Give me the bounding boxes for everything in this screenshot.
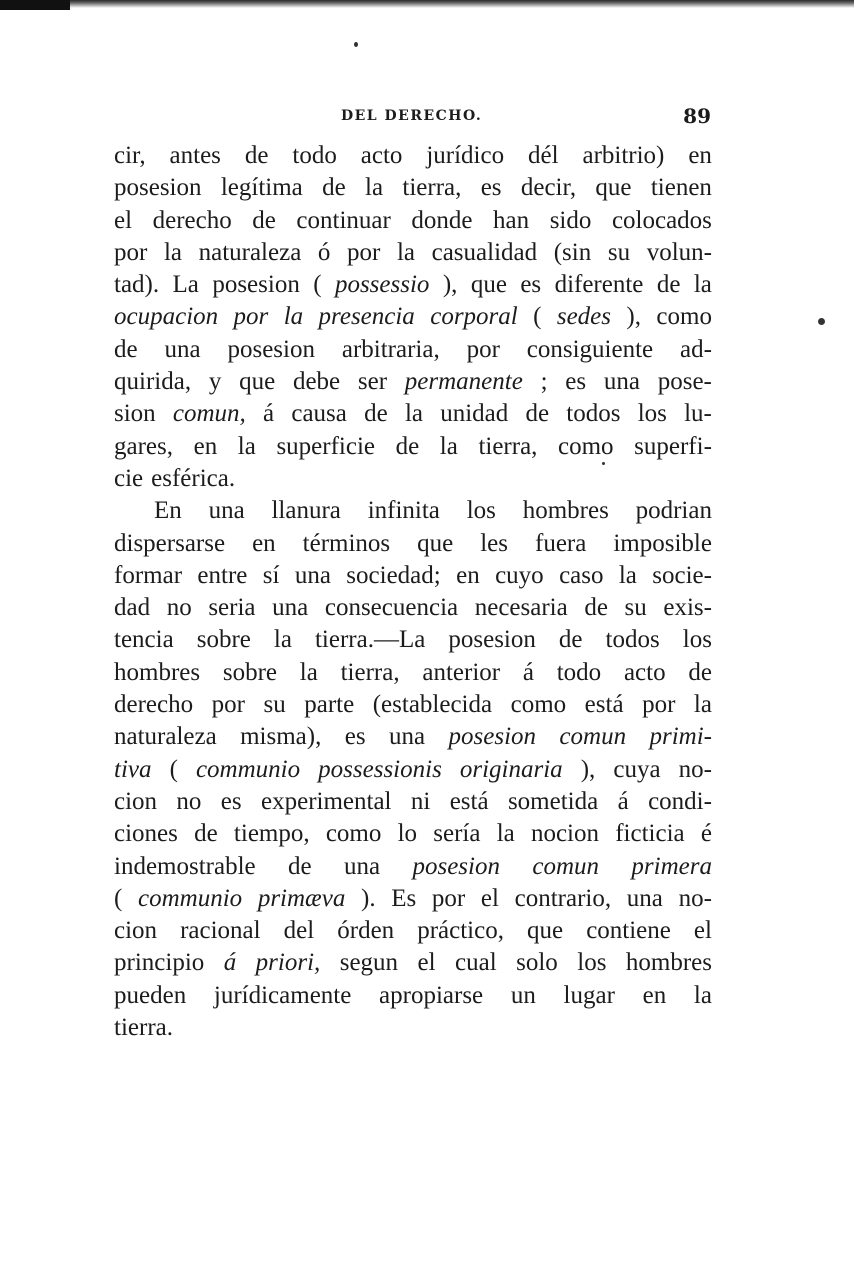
word: misma),	[240, 723, 322, 751]
word: cion	[114, 917, 158, 945]
word: esférica.	[151, 464, 236, 492]
word: cir,	[114, 142, 146, 169]
word: llanura	[271, 497, 341, 525]
word: por	[466, 335, 500, 363]
word: En	[154, 497, 182, 525]
word: principio	[114, 949, 205, 977]
word: por	[642, 691, 676, 719]
word: seria	[208, 594, 256, 622]
word: de	[584, 594, 608, 622]
word: indemostrable	[114, 852, 256, 880]
word: legítima	[220, 174, 303, 202]
word: hombres	[522, 497, 609, 525]
word: superficie	[276, 432, 375, 460]
word: y	[208, 368, 222, 396]
word: hombres	[114, 658, 201, 686]
word: causa	[291, 400, 347, 428]
word: la	[237, 432, 256, 460]
page-number: 89	[683, 104, 711, 128]
word: pueden	[114, 981, 187, 1009]
word: en	[193, 432, 218, 460]
scan-top-edge	[0, 0, 854, 8]
word: han	[493, 206, 530, 234]
word: de	[558, 626, 583, 654]
word: ser	[357, 368, 388, 396]
word: possessionis	[318, 755, 442, 783]
word: de	[244, 142, 269, 169]
word: priori,	[255, 949, 321, 977]
word: lu-	[684, 400, 712, 428]
word: racional	[180, 917, 261, 945]
word: antes	[169, 142, 221, 169]
text-line	[114, 528, 712, 560]
word: ;	[540, 368, 548, 396]
word: los	[637, 400, 667, 428]
word: les	[480, 529, 509, 557]
word: contrario,	[514, 884, 612, 912]
word: arbitraria,	[341, 335, 440, 363]
word: es	[565, 368, 587, 396]
text-line	[114, 237, 712, 269]
word: el	[417, 949, 436, 977]
word: cion	[114, 787, 158, 815]
word: la	[283, 303, 304, 331]
word: una	[272, 594, 309, 622]
word: una	[603, 368, 640, 396]
word: de	[322, 174, 346, 202]
word: el	[480, 884, 499, 912]
word: cuyo	[495, 561, 544, 589]
word: posesion	[448, 723, 537, 751]
text-line	[114, 818, 712, 850]
word: los	[466, 497, 496, 525]
text-line	[114, 980, 712, 1012]
word: caso	[559, 561, 604, 589]
word: no-	[678, 755, 712, 783]
word: diferente	[554, 271, 644, 299]
word: entre	[197, 561, 248, 589]
word: (establecida	[372, 691, 493, 719]
text-line	[114, 689, 712, 721]
word: ),	[626, 303, 641, 331]
word: ad-	[680, 335, 712, 363]
word: la	[299, 658, 318, 686]
word: por	[114, 238, 148, 266]
word: segun	[339, 949, 399, 977]
word: pose-	[657, 368, 712, 396]
text-line	[114, 624, 712, 656]
word: podrian	[635, 497, 712, 525]
text-line	[114, 851, 712, 883]
word: (	[169, 755, 178, 783]
word: hombres	[625, 949, 712, 977]
word: unidad	[440, 400, 509, 428]
word: Es	[391, 884, 417, 912]
word: la	[693, 691, 712, 719]
word: es	[480, 174, 502, 202]
word: que	[470, 271, 507, 299]
word: práctico,	[417, 917, 504, 945]
word: posesion	[448, 626, 536, 654]
word: ciones	[114, 820, 178, 848]
text-line	[114, 495, 712, 527]
word: la	[404, 400, 423, 428]
word: ),	[442, 271, 458, 299]
word: ),	[580, 755, 596, 783]
text-line	[114, 269, 712, 301]
word: arbitrio)	[582, 142, 665, 169]
word: está	[449, 787, 489, 815]
word: (	[313, 271, 322, 299]
word: todos	[605, 626, 660, 654]
word: ficticia	[615, 820, 685, 848]
word: consiguiente	[526, 335, 654, 363]
word: gares,	[114, 432, 173, 460]
word: communio	[195, 755, 301, 783]
word: quirida,	[114, 368, 192, 396]
text-line	[114, 883, 712, 915]
word: sobre	[222, 658, 278, 686]
word: en	[252, 529, 276, 557]
word: corporal	[430, 303, 518, 331]
word: la	[439, 432, 458, 460]
word: donde	[411, 206, 473, 234]
word: posesion	[227, 335, 315, 363]
word: ni	[410, 787, 431, 815]
word: anterior	[422, 658, 501, 686]
word: que	[595, 174, 632, 202]
word: cie	[114, 464, 144, 492]
word: una	[294, 561, 331, 589]
word: (sin	[553, 238, 592, 266]
running-head	[115, 104, 715, 130]
text-line	[114, 463, 712, 495]
word: que	[417, 529, 454, 557]
word: lugar	[563, 981, 615, 1009]
word: posesion	[114, 174, 202, 202]
word: la	[396, 238, 415, 266]
word: primera	[631, 852, 712, 880]
word: tierra,	[340, 658, 400, 686]
word: de	[252, 206, 276, 234]
word: la	[365, 174, 384, 202]
word: necesaria	[474, 594, 568, 622]
word: una	[344, 852, 381, 880]
word: solo	[516, 949, 558, 977]
word: como	[325, 820, 382, 848]
word: la	[273, 626, 292, 654]
word: dél	[528, 142, 559, 169]
text-line	[114, 301, 712, 333]
word: naturaleza	[198, 238, 302, 266]
word: un	[510, 981, 536, 1009]
word: socie-	[652, 561, 712, 589]
word: tencia	[114, 626, 174, 654]
word: ).	[361, 884, 376, 912]
word: como	[510, 691, 567, 719]
word: todo	[292, 142, 337, 169]
running-head-title: DEL DERECHO.	[341, 108, 483, 124]
word: como	[656, 303, 712, 331]
word: primi-	[649, 723, 712, 751]
word: de	[525, 400, 550, 428]
word: casualidad	[431, 238, 538, 266]
word: originaria	[459, 755, 563, 783]
word: lo	[397, 820, 418, 848]
word: á	[617, 787, 629, 815]
word: á	[223, 949, 237, 977]
word: de	[395, 432, 420, 460]
text-line	[114, 947, 712, 979]
word: acto	[623, 658, 666, 686]
word: superfi-	[634, 432, 712, 460]
text-line	[114, 334, 712, 366]
word: de	[688, 658, 712, 686]
word: órden	[337, 917, 395, 945]
word: el	[114, 206, 133, 234]
text-line	[114, 915, 712, 947]
word: dispersarse	[114, 529, 226, 557]
word: formar	[114, 561, 183, 589]
word: de	[364, 400, 388, 428]
word: experimental	[261, 787, 392, 815]
text-line	[114, 721, 712, 753]
body-text	[114, 140, 712, 1044]
word: una	[389, 723, 426, 751]
word: imposible	[613, 529, 712, 557]
word: comun	[532, 852, 600, 880]
word: apropiarse	[379, 981, 484, 1009]
word: debe	[292, 368, 341, 396]
word: posesion	[212, 271, 300, 299]
word: en	[642, 981, 667, 1009]
word: el	[693, 917, 712, 945]
word: fuera	[535, 529, 587, 557]
word: tierra.	[114, 1014, 173, 1042]
word: la	[496, 820, 515, 848]
word: comun,	[172, 400, 246, 428]
word: tiva	[114, 755, 152, 783]
word: communio	[138, 884, 243, 912]
word: todos	[566, 400, 621, 428]
word: sometida	[507, 787, 599, 815]
text-line	[114, 1012, 712, 1044]
word: una	[626, 884, 663, 912]
text-line	[114, 431, 712, 463]
word: su	[607, 238, 631, 266]
word: por	[233, 303, 269, 331]
word: continuar	[296, 206, 391, 234]
scan-top-edge-mark	[0, 0, 70, 10]
word: consecuencia	[324, 594, 459, 622]
word: tad).	[114, 271, 160, 299]
text-line	[114, 592, 712, 624]
word: sion	[114, 400, 156, 428]
word: tierra,	[478, 432, 538, 460]
word: volun-	[646, 238, 712, 266]
ink-speck	[818, 318, 825, 325]
word: es	[344, 723, 366, 751]
word: presencia	[318, 303, 415, 331]
word: comun	[559, 723, 627, 751]
word: primæva	[257, 884, 346, 912]
word: (	[533, 303, 542, 331]
word: por	[431, 884, 466, 912]
word: que	[527, 917, 564, 945]
word: una	[164, 335, 201, 363]
word: la	[693, 271, 712, 299]
word: es	[220, 787, 242, 815]
text-line	[114, 366, 712, 398]
word: jurídico	[426, 142, 505, 169]
word: no	[176, 787, 202, 815]
word: decir,	[520, 174, 577, 202]
word: jurídicamente	[213, 981, 352, 1009]
word: acto	[360, 142, 403, 169]
word: del	[283, 917, 315, 945]
word: términos	[302, 529, 391, 557]
word: tierra,	[402, 174, 462, 202]
word: condi-	[648, 787, 712, 815]
word: que	[239, 368, 276, 396]
word: la	[163, 238, 182, 266]
word: en	[688, 142, 712, 169]
word: los	[682, 626, 712, 654]
word: de	[656, 271, 681, 299]
word: á	[263, 400, 275, 428]
word: la	[693, 981, 712, 1009]
word: contiene	[586, 917, 671, 945]
word: (	[114, 884, 123, 912]
word: los	[577, 949, 607, 977]
word: la	[618, 561, 637, 589]
word: todo	[556, 658, 602, 686]
word: no	[166, 594, 192, 622]
word: sí	[262, 561, 280, 589]
word: infinita	[367, 497, 440, 525]
word: colocados	[611, 206, 712, 234]
word: cual	[455, 949, 497, 977]
word: é	[700, 820, 712, 848]
word: á	[522, 658, 534, 686]
word: tierra.—La	[314, 626, 426, 654]
text-line	[114, 657, 712, 689]
text-line	[114, 172, 712, 204]
word: dad	[114, 594, 151, 622]
word: sociedad;	[346, 561, 441, 589]
word: derecho	[114, 691, 194, 719]
word: possessio	[334, 271, 430, 299]
word: nocion	[530, 820, 599, 848]
word: sería	[433, 820, 481, 848]
word: en	[456, 561, 480, 589]
text-line	[114, 398, 712, 430]
word: sedes	[556, 303, 612, 331]
word: sobre	[196, 626, 251, 654]
word: posesion	[412, 852, 500, 880]
word: La	[172, 271, 199, 299]
ink-speck	[354, 42, 358, 47]
word: de	[114, 335, 138, 363]
word: es	[520, 271, 542, 299]
text-line	[114, 754, 712, 786]
word: está	[584, 691, 624, 719]
word: su	[624, 594, 647, 622]
text-line	[114, 205, 712, 237]
text-line	[114, 140, 712, 172]
word: por	[211, 691, 245, 719]
word: exis-	[663, 594, 712, 622]
word: por	[347, 238, 381, 266]
word: no-	[678, 884, 712, 912]
word: naturaleza	[114, 723, 217, 751]
word: su	[263, 691, 286, 719]
word: permanente	[404, 368, 523, 396]
word: cuya	[613, 755, 661, 783]
text-line	[114, 786, 712, 818]
word: tienen	[650, 174, 712, 202]
word: ocupacion	[114, 303, 219, 331]
word: tiempo,	[233, 820, 310, 848]
word: como	[558, 432, 614, 460]
word: derecho	[152, 206, 232, 234]
word: de	[194, 820, 218, 848]
word: sido	[549, 206, 592, 234]
word: una	[208, 497, 245, 525]
text-line	[114, 560, 712, 592]
word: de	[288, 852, 312, 880]
word: ó	[317, 238, 331, 266]
word: parte	[304, 691, 355, 719]
